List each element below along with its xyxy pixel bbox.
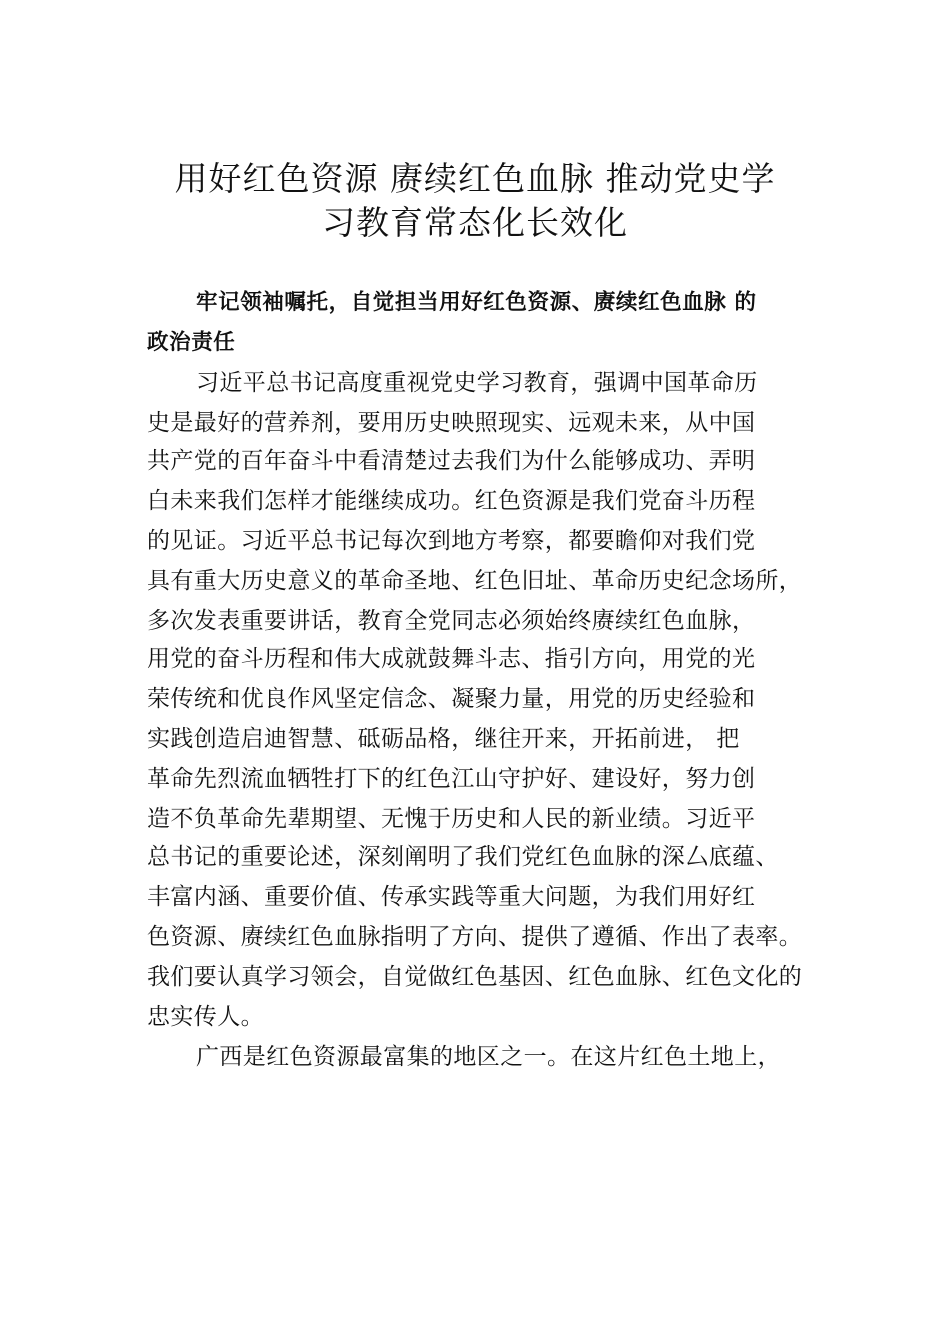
paragraph-1-line-13: 总书记的重要论述，深刻阐明了我们党红色血脉的深厶底蕴、 [147, 844, 779, 870]
paragraph-1-line-11: 革命先烈流血牺牲打下的红色江山守护好、建设好，努力创 [147, 766, 756, 792]
paragraph-1-line-8: 用党的奋斗历程和伟大成就鼓舞斗志、指引方向，用党的光 [147, 646, 756, 672]
paragraph-1-line-15: 色资源、赓续红色血脉指明了方向、提供了遵循、作出了表率。 [147, 924, 803, 950]
paragraph-1-line-5: 的见证。习近平总书记每次到地方考察，都要瞻仰对我们党 [147, 528, 756, 554]
paragraph-1-line-14: 丰富内涵、重要价值、传承实践等重大问题，为我们用好红 [147, 884, 756, 910]
paragraph-1-line-3: 共产党的百年奋斗中看清楚过去我们为什么能够成功、弄明 [147, 448, 756, 474]
section-heading-line-1: 牢记领袖嘱托，自觉担当用好红色资源、赓续红色血脉 的 [196, 290, 757, 315]
paragraph-1-line-17: 忠实传人。 [147, 1004, 264, 1030]
document-title-line-2: 习教育常态化长效化 [322, 203, 628, 242]
paragraph-1-line-9: 荣传统和优良作风坚定信念、凝聚力量，用党的历史经验和 [147, 686, 756, 712]
paragraph-1-line-7: 多次发表重要讲话，教育全党同志必须始终赓续红色血脉， [147, 608, 756, 634]
paragraph-1-line-16: 我们要认真学习领会，自觉做红色基因、红色血脉、红色文化的 [147, 964, 803, 990]
document-title-line-1: 用好红色资源 赓续红色血脉 推动党史学 [174, 159, 776, 198]
paragraph-1-line-10: 实践创造启迪智慧、砥砺品格，继往开来，开拓前进， 把 [147, 726, 740, 752]
paragraph-1-line-2: 史是最好的营养剂，要用历史映照现实、远观未来，从中国 [147, 410, 756, 436]
paragraph-1-line-6: 具有重大历史意义的革命圣地、红色旧址、革命历史纪念场所， [147, 568, 803, 594]
paragraph-1-line-1: 习近平总书记高度重视党史学习教育，强调中国革命历 [196, 370, 758, 396]
paragraph-2-line-1: 广西是红色资源最富集的地区之一。在这片红色土地上， [196, 1044, 781, 1070]
paragraph-1-line-4: 白未来我们怎样才能继续成功。红色资源是我们党奋斗历程 [147, 488, 756, 514]
paragraph-1-line-12: 造不负革命先辈期望、无愧于历史和人民的新业绩。习近平 [147, 806, 756, 832]
section-heading-line-2: 政治责任 [147, 330, 236, 355]
